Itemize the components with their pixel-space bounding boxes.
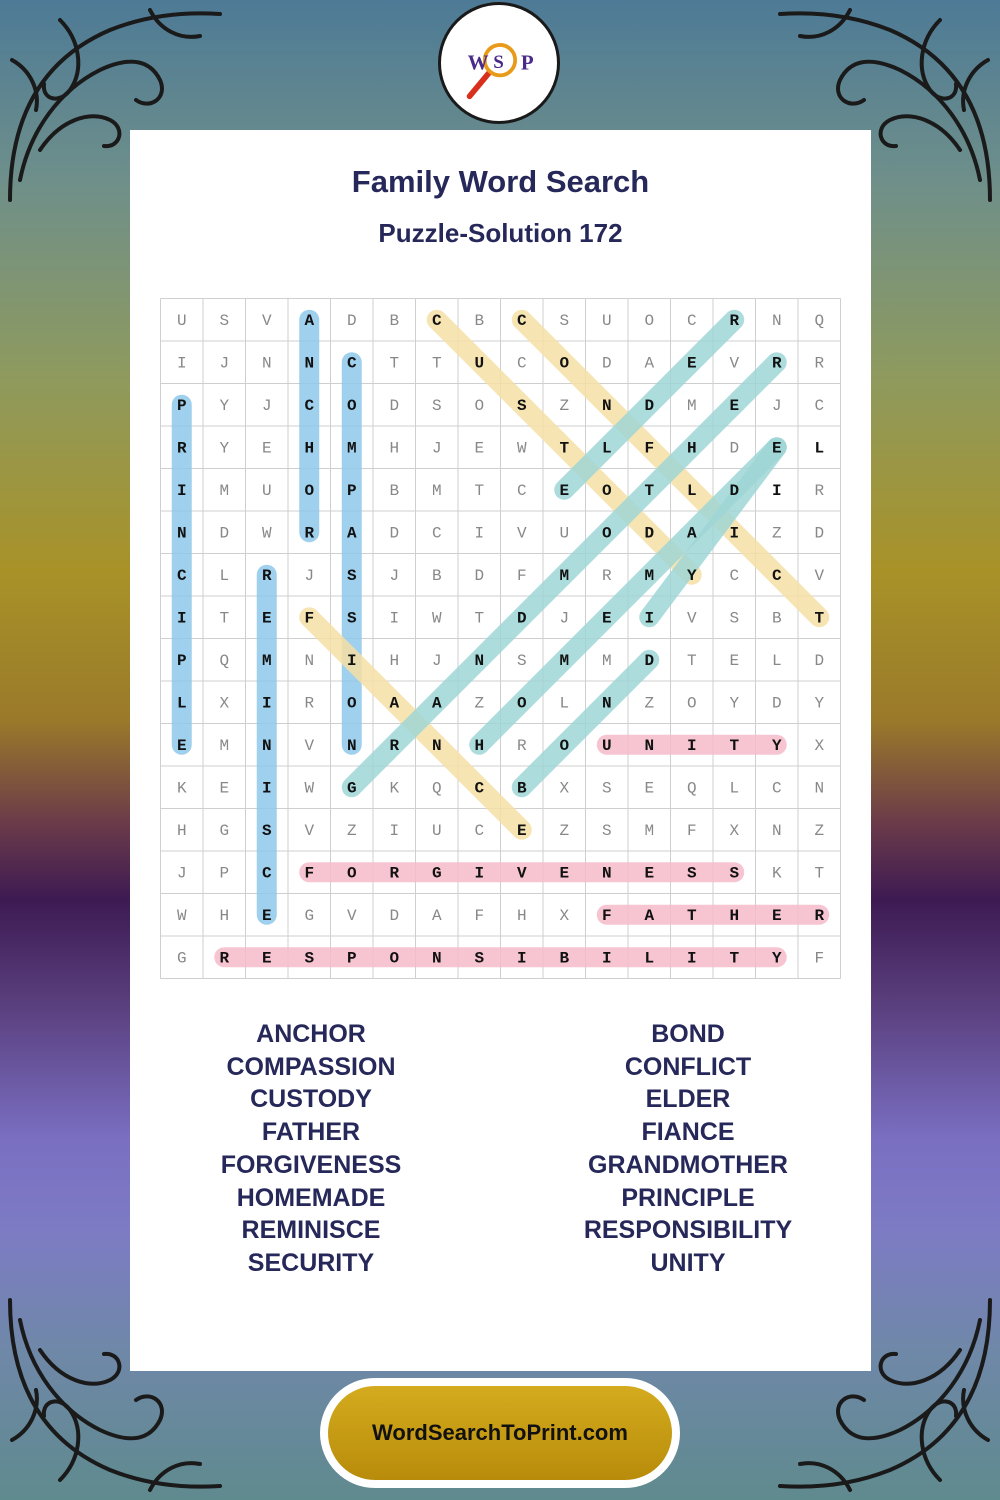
grid-cell-letter: Z: [644, 694, 655, 713]
grid-cell-letter: R: [516, 736, 527, 755]
grid-cell-letter: P: [219, 864, 230, 883]
grid-cell-letter: I: [644, 609, 655, 628]
grid-cell-letter: Q: [814, 311, 825, 330]
grid-cell-letter: C: [771, 566, 782, 585]
grid-cell-letter: I: [771, 481, 782, 500]
grid-cell-letter: G: [431, 864, 442, 883]
word-list-right: [538, 1018, 838, 1280]
grid-cell-letter: L: [729, 779, 740, 798]
logo-letter-s: S: [493, 51, 504, 73]
grid-cell-letter: E: [644, 779, 655, 798]
grid-cell-letter: M: [431, 481, 442, 500]
grid-cell-letter: S: [219, 311, 230, 330]
grid-cell-letter: H: [686, 439, 697, 458]
grid-cell-letter: E: [559, 864, 570, 883]
grid-cell-letter: I: [686, 949, 697, 968]
grid-cell-letter: E: [261, 439, 272, 458]
grid-cell-letter: H: [516, 906, 527, 925]
grid-cell-letter: N: [601, 396, 612, 415]
grid-cell-letter: D: [644, 396, 655, 415]
grid-cell-letter: T: [686, 906, 697, 925]
grid-cell-letter: L: [686, 481, 697, 500]
grid-cell-letter: I: [516, 949, 527, 968]
grid-cell-letter: V: [686, 609, 697, 628]
word-list-item: CONFLICT: [624, 1052, 752, 1081]
word-list-item: BOND: [651, 1020, 725, 1048]
grid-cell-letter: Y: [729, 694, 740, 713]
grid-cell-letter: D: [814, 651, 825, 670]
grid-cell-letter: E: [644, 864, 655, 883]
grid-cell-letter: J: [219, 354, 230, 373]
grid-cell-letter: C: [516, 311, 527, 330]
grid-cell-letter: N: [644, 736, 655, 755]
grid-cell-letter: S: [686, 864, 697, 883]
grid-cell-letter: S: [304, 949, 315, 968]
grid-cell-letter: U: [601, 736, 612, 755]
grid-cell-letter: C: [431, 311, 442, 330]
grid-cell-letter: R: [771, 354, 782, 373]
grid-cell-letter: I: [176, 481, 187, 500]
grid-cell-letter: P: [176, 651, 187, 670]
grid-cell-letter: I: [346, 651, 357, 670]
grid-cell-letter: O: [346, 864, 357, 883]
puzzle-card: [130, 130, 871, 1371]
grid-cell-letter: B: [389, 311, 400, 330]
grid-cell-letter: J: [176, 864, 187, 883]
grid-cell-letter: F: [814, 949, 825, 968]
grid-cell-letter: O: [686, 694, 697, 713]
grid-cell-letter: N: [346, 736, 357, 755]
grid-cell-letter: S: [729, 864, 740, 883]
grid-cell-letter: N: [431, 736, 442, 755]
grid-cell-letter: O: [389, 949, 400, 968]
grid-cell-letter: H: [219, 906, 230, 925]
grid-cell-letter: O: [346, 694, 357, 713]
grid-cell-letter: D: [644, 651, 655, 670]
grid-cell-letter: E: [474, 439, 485, 458]
grid-cell-letter: M: [559, 651, 570, 670]
grid-cell-letter: U: [176, 311, 187, 330]
grid-cell-letter: J: [431, 651, 442, 670]
grid-cell-letter: Z: [771, 524, 782, 543]
grid-cell-letter: D: [771, 694, 782, 713]
wsp-logo: [438, 2, 560, 124]
grid-cell-letter: V: [729, 354, 740, 373]
grid-cell-letter: D: [219, 524, 230, 543]
grid-cell-letter: I: [176, 354, 187, 373]
grid-cell-letter: W: [176, 906, 187, 925]
grid-cell-letter: C: [814, 396, 825, 415]
grid-cell-letter: S: [431, 396, 442, 415]
grid-cell-letter: A: [686, 524, 697, 543]
grid-cell-letter: V: [516, 864, 527, 883]
grid-cell-letter: E: [729, 396, 740, 415]
grid-cell-letter: J: [431, 439, 442, 458]
magnifier-icon: [441, 5, 557, 121]
grid-cell-letter: N: [431, 949, 442, 968]
grid-cell-letter: E: [601, 609, 612, 628]
word-search-grid: [160, 298, 841, 979]
grid-cell-letter: C: [516, 354, 527, 373]
grid-cell-letter: G: [176, 949, 187, 968]
grid-cell-letter: C: [176, 566, 187, 585]
word-list-left: [161, 1018, 461, 1280]
grid-cell-letter: L: [814, 439, 825, 458]
grid-cell-letter: I: [261, 779, 272, 798]
grid-cell-letter: V: [304, 821, 315, 840]
grid-cell-letter: Q: [686, 779, 697, 798]
grid-cell-letter: Z: [559, 396, 570, 415]
grid-cell-letter: B: [474, 311, 485, 330]
word-list-item: ELDER: [645, 1085, 731, 1114]
grid-cell-letter: X: [559, 906, 570, 925]
grid-cell-letter: V: [516, 524, 527, 543]
grid-cell-letter: D: [729, 439, 740, 458]
grid-cell-letter: T: [729, 736, 740, 755]
grid-cell-letter: A: [431, 694, 442, 713]
grid-cell-letter: M: [346, 439, 357, 458]
grid-cell-letter: T: [431, 354, 442, 373]
grid-cell-letter: U: [559, 524, 570, 543]
grid-cell-letter: F: [686, 821, 697, 840]
grid-cell-letter: X: [219, 694, 230, 713]
grid-cell-letter: A: [644, 354, 655, 373]
grid-cell-letter: S: [261, 821, 272, 840]
grid-cell-letter: C: [346, 354, 357, 373]
grid-cell-letter: E: [771, 439, 782, 458]
grid-cell-letter: T: [474, 481, 485, 500]
grid-cell-letter: S: [601, 779, 612, 798]
page-title: Family Word Search: [351, 164, 650, 199]
grid-cell-letter: F: [304, 864, 315, 883]
grid-cell-letter: G: [304, 906, 315, 925]
grid-cell-letter: N: [304, 354, 315, 373]
grid-cell-letter: T: [814, 864, 825, 883]
grid-cell-letter: M: [686, 396, 697, 415]
grid-cell-letter: M: [644, 566, 655, 585]
grid-cell-letter: L: [601, 439, 612, 458]
grid-cell-letter: R: [261, 566, 272, 585]
grid-cell-letter: E: [261, 949, 272, 968]
grid-cell-letter: W: [261, 524, 272, 543]
footer-badge[interactable]: [320, 1378, 680, 1488]
grid-cell-letter: L: [771, 651, 782, 670]
grid-cell-letter: T: [389, 354, 400, 373]
grid-cell-letter: F: [516, 566, 527, 585]
grid-cell-letter: T: [729, 949, 740, 968]
grid-cell-letter: Y: [771, 736, 782, 755]
grid-cell-letter: D: [389, 524, 400, 543]
grid-cell-letter: D: [644, 524, 655, 543]
grid-cell-letter: X: [729, 821, 740, 840]
grid-cell-letter: O: [559, 736, 570, 755]
grid-cell-letter: W: [516, 439, 527, 458]
grid-cell-letter: D: [346, 311, 357, 330]
grid-cell-letter: M: [219, 736, 230, 755]
grid-cell-letter: Z: [474, 694, 485, 713]
grid-cell-letter: R: [304, 694, 315, 713]
grid-cell-letter: U: [261, 481, 272, 500]
grid-cell-letter: I: [389, 609, 400, 628]
grid-cell-letter: E: [559, 481, 570, 500]
grid-cell-letter: R: [389, 864, 400, 883]
grid-cell-letter: R: [729, 311, 740, 330]
grid-cell-letter: A: [644, 906, 655, 925]
grid-cell-letter: P: [176, 396, 187, 415]
grid-cell-letter: O: [644, 311, 655, 330]
page-subtitle: Puzzle-Solution 172: [378, 218, 623, 248]
grid-cell-letter: E: [261, 906, 272, 925]
grid-cell-letter: N: [814, 779, 825, 798]
grid-cell-letter: N: [474, 651, 485, 670]
grid-cell-letter: I: [729, 524, 740, 543]
grid-cell-letter: B: [389, 481, 400, 500]
grid-cell-letter: Z: [814, 821, 825, 840]
grid-cell-letter: C: [431, 524, 442, 543]
grid-cell-letter: C: [686, 311, 697, 330]
grid-cell-letter: A: [304, 311, 315, 330]
word-list-item: PRINCIPLE: [621, 1183, 755, 1212]
grid-cell-letter: N: [771, 311, 782, 330]
grid-cell-letter: R: [814, 481, 825, 500]
grid-cell-letter: S: [346, 566, 357, 585]
grid-cell-letter: W: [431, 609, 442, 628]
word-list-item: CUSTODY: [250, 1085, 372, 1114]
grid-cell-letter: O: [304, 481, 315, 500]
grid-cell-letter: D: [814, 524, 825, 543]
grid-cell-letter: U: [474, 354, 485, 373]
word-list-item: FATHER: [261, 1118, 361, 1147]
grid-cell-letter: R: [219, 949, 230, 968]
grid-cell-letter: T: [644, 481, 655, 500]
grid-cell-letter: O: [601, 524, 612, 543]
grid-cell-letter: R: [389, 736, 400, 755]
grid-cell-letter: H: [176, 821, 187, 840]
grid-cell-letter: H: [474, 736, 485, 755]
grid-cell-letter: I: [389, 821, 400, 840]
word-list-item: FORGIVENESS: [220, 1150, 402, 1179]
grid-cell-letter: E: [729, 651, 740, 670]
grid-cell-letter: E: [261, 609, 272, 628]
word-list-item: COMPASSION: [226, 1052, 396, 1081]
grid-cell-letter: T: [686, 651, 697, 670]
grid-cell-letter: O: [601, 481, 612, 500]
grid-cell-letter: C: [516, 481, 527, 500]
grid-cell-letter: L: [176, 694, 187, 713]
grid-cell-letter: B: [516, 779, 527, 798]
word-list-item: FIANCE: [641, 1118, 735, 1147]
grid-cell-letter: V: [346, 906, 357, 925]
grid-cell-letter: B: [771, 609, 782, 628]
grid-cell-letter: M: [261, 651, 272, 670]
grid-cell-letter: V: [814, 566, 825, 585]
grid-cell-letter: J: [771, 396, 782, 415]
grid-cell-letter: Z: [346, 821, 357, 840]
grid-cell-letter: Y: [686, 566, 697, 585]
grid-cell-letter: Q: [219, 651, 230, 670]
grid-cell-letter: R: [176, 439, 187, 458]
grid-cell-letter: C: [261, 864, 272, 883]
grid-cell-letter: G: [219, 821, 230, 840]
grid-cell-letter: I: [474, 524, 485, 543]
grid-cell-letter: I: [601, 949, 612, 968]
grid-cell-letter: D: [389, 906, 400, 925]
word-list-item: SECURITY: [247, 1248, 375, 1277]
word-list-item: ANCHOR: [256, 1020, 366, 1048]
grid-cell-letter: D: [729, 481, 740, 500]
grid-cell-letter: Y: [814, 694, 825, 713]
grid-cell-letter: X: [559, 779, 570, 798]
grid-cell-letter: M: [644, 821, 655, 840]
grid-cell-letter: Y: [219, 439, 230, 458]
grid-cell-letter: L: [559, 694, 570, 713]
grid-cell-letter: N: [261, 736, 272, 755]
grid-cell-letter: O: [474, 396, 485, 415]
grid-cell-letter: E: [771, 906, 782, 925]
grid-cell-letter: T: [559, 439, 570, 458]
grid-cell-letter: I: [474, 864, 485, 883]
grid-cell-letter: A: [346, 524, 357, 543]
grid-cell-letter: F: [601, 906, 612, 925]
grid-cell-letter: M: [559, 566, 570, 585]
grid-cell-letter: T: [814, 609, 825, 628]
grid-cell-letter: S: [601, 821, 612, 840]
grid-cell-letter: O: [346, 396, 357, 415]
grid-cell-letter: X: [814, 736, 825, 755]
grid-cell-letter: P: [346, 949, 357, 968]
grid-cell-letter: B: [559, 949, 570, 968]
grid-cell-letter: W: [304, 779, 315, 798]
word-list-item: RESPONSIBILITY: [583, 1216, 793, 1245]
grid-cell-letter: M: [219, 481, 230, 500]
grid-cell-letter: C: [474, 821, 485, 840]
logo-letter-p: P: [520, 50, 534, 75]
grid-cell-letter: C: [729, 566, 740, 585]
grid-cell-letter: R: [814, 354, 825, 373]
logo-letter-w: W: [467, 50, 489, 75]
grid-cell-letter: Y: [219, 396, 230, 415]
grid-cell-letter: D: [601, 354, 612, 373]
grid-cell-letter: S: [346, 609, 357, 628]
grid-cell-letter: M: [601, 651, 612, 670]
grid-cell-letter: V: [304, 736, 315, 755]
word-list-item: GRANDMOTHER: [588, 1150, 788, 1179]
grid-cell-letter: F: [644, 439, 655, 458]
grid-cell-letter: J: [261, 396, 272, 415]
grid-cell-letter: R: [601, 566, 612, 585]
grid-cell-letter: S: [559, 311, 570, 330]
grid-cell-letter: H: [729, 906, 740, 925]
grid-cell-letter: I: [261, 694, 272, 713]
grid-cell-letter: H: [304, 439, 315, 458]
word-list-item: HOMEMADE: [236, 1183, 386, 1212]
grid-cell-letter: D: [474, 566, 485, 585]
grid-cell-letter: P: [346, 481, 357, 500]
grid-cell-letter: D: [516, 609, 527, 628]
grid-cell-letter: R: [814, 906, 825, 925]
grid-cell-letter: K: [771, 864, 782, 883]
grid-cell-letter: Q: [431, 779, 442, 798]
word-list-item: REMINISCE: [241, 1216, 381, 1245]
grid-cell-letter: C: [304, 396, 315, 415]
grid-cell-letter: I: [176, 609, 187, 628]
grid-cell-letter: Y: [771, 949, 782, 968]
grid-cell-letter: R: [304, 524, 315, 543]
grid-cell-letter: A: [431, 906, 442, 925]
grid-cell-letter: K: [176, 779, 187, 798]
grid-cell-letter: V: [261, 311, 272, 330]
grid-cell-letter: E: [219, 779, 230, 798]
grid-cell-letter: H: [389, 439, 400, 458]
grid-cell-letter: S: [729, 609, 740, 628]
grid-cell-letter: S: [516, 396, 527, 415]
grid-cell-letter: U: [601, 311, 612, 330]
grid-cell-letter: A: [389, 694, 400, 713]
grid-cell-letter: N: [601, 864, 612, 883]
word-list-item: UNITY: [650, 1248, 726, 1277]
grid-cell-letter: E: [516, 821, 527, 840]
site-link[interactable]: WordSearchToPrint.com: [328, 1386, 672, 1480]
grid-cell-letter: D: [389, 396, 400, 415]
grid-cell-letter: L: [219, 566, 230, 585]
grid-cell-letter: S: [474, 949, 485, 968]
grid-cell-letter: O: [559, 354, 570, 373]
grid-cell-letter: J: [559, 609, 570, 628]
grid-cell-letter: O: [516, 694, 527, 713]
grid-cell-letter: C: [771, 779, 782, 798]
grid-cell-letter: T: [219, 609, 230, 628]
grid-cell-letter: N: [771, 821, 782, 840]
grid-cell-letter: E: [176, 736, 187, 755]
grid-cell-letter: J: [389, 566, 400, 585]
grid-cell-letter: J: [304, 566, 315, 585]
grid-cell-letter: G: [346, 779, 357, 798]
grid-cell-letter: K: [389, 779, 400, 798]
grid-cell-letter: N: [304, 651, 315, 670]
grid-cell-letter: N: [601, 694, 612, 713]
grid-cell-letter: N: [261, 354, 272, 373]
grid-cell-letter: F: [474, 906, 485, 925]
grid-cell-letter: F: [304, 609, 315, 628]
grid-cell-letter: H: [389, 651, 400, 670]
grid-cell-letter: U: [431, 821, 442, 840]
grid-cell-letter: S: [516, 651, 527, 670]
grid-cell-letter: Z: [559, 821, 570, 840]
grid-cell-letter: E: [686, 354, 697, 373]
grid-cell-letter: I: [686, 736, 697, 755]
grid-cell-letter: L: [644, 949, 655, 968]
grid-cell-letter: N: [176, 524, 187, 543]
grid-cell-letter: T: [474, 609, 485, 628]
grid-cell-letter: B: [431, 566, 442, 585]
grid-cell-letter: C: [474, 779, 485, 798]
